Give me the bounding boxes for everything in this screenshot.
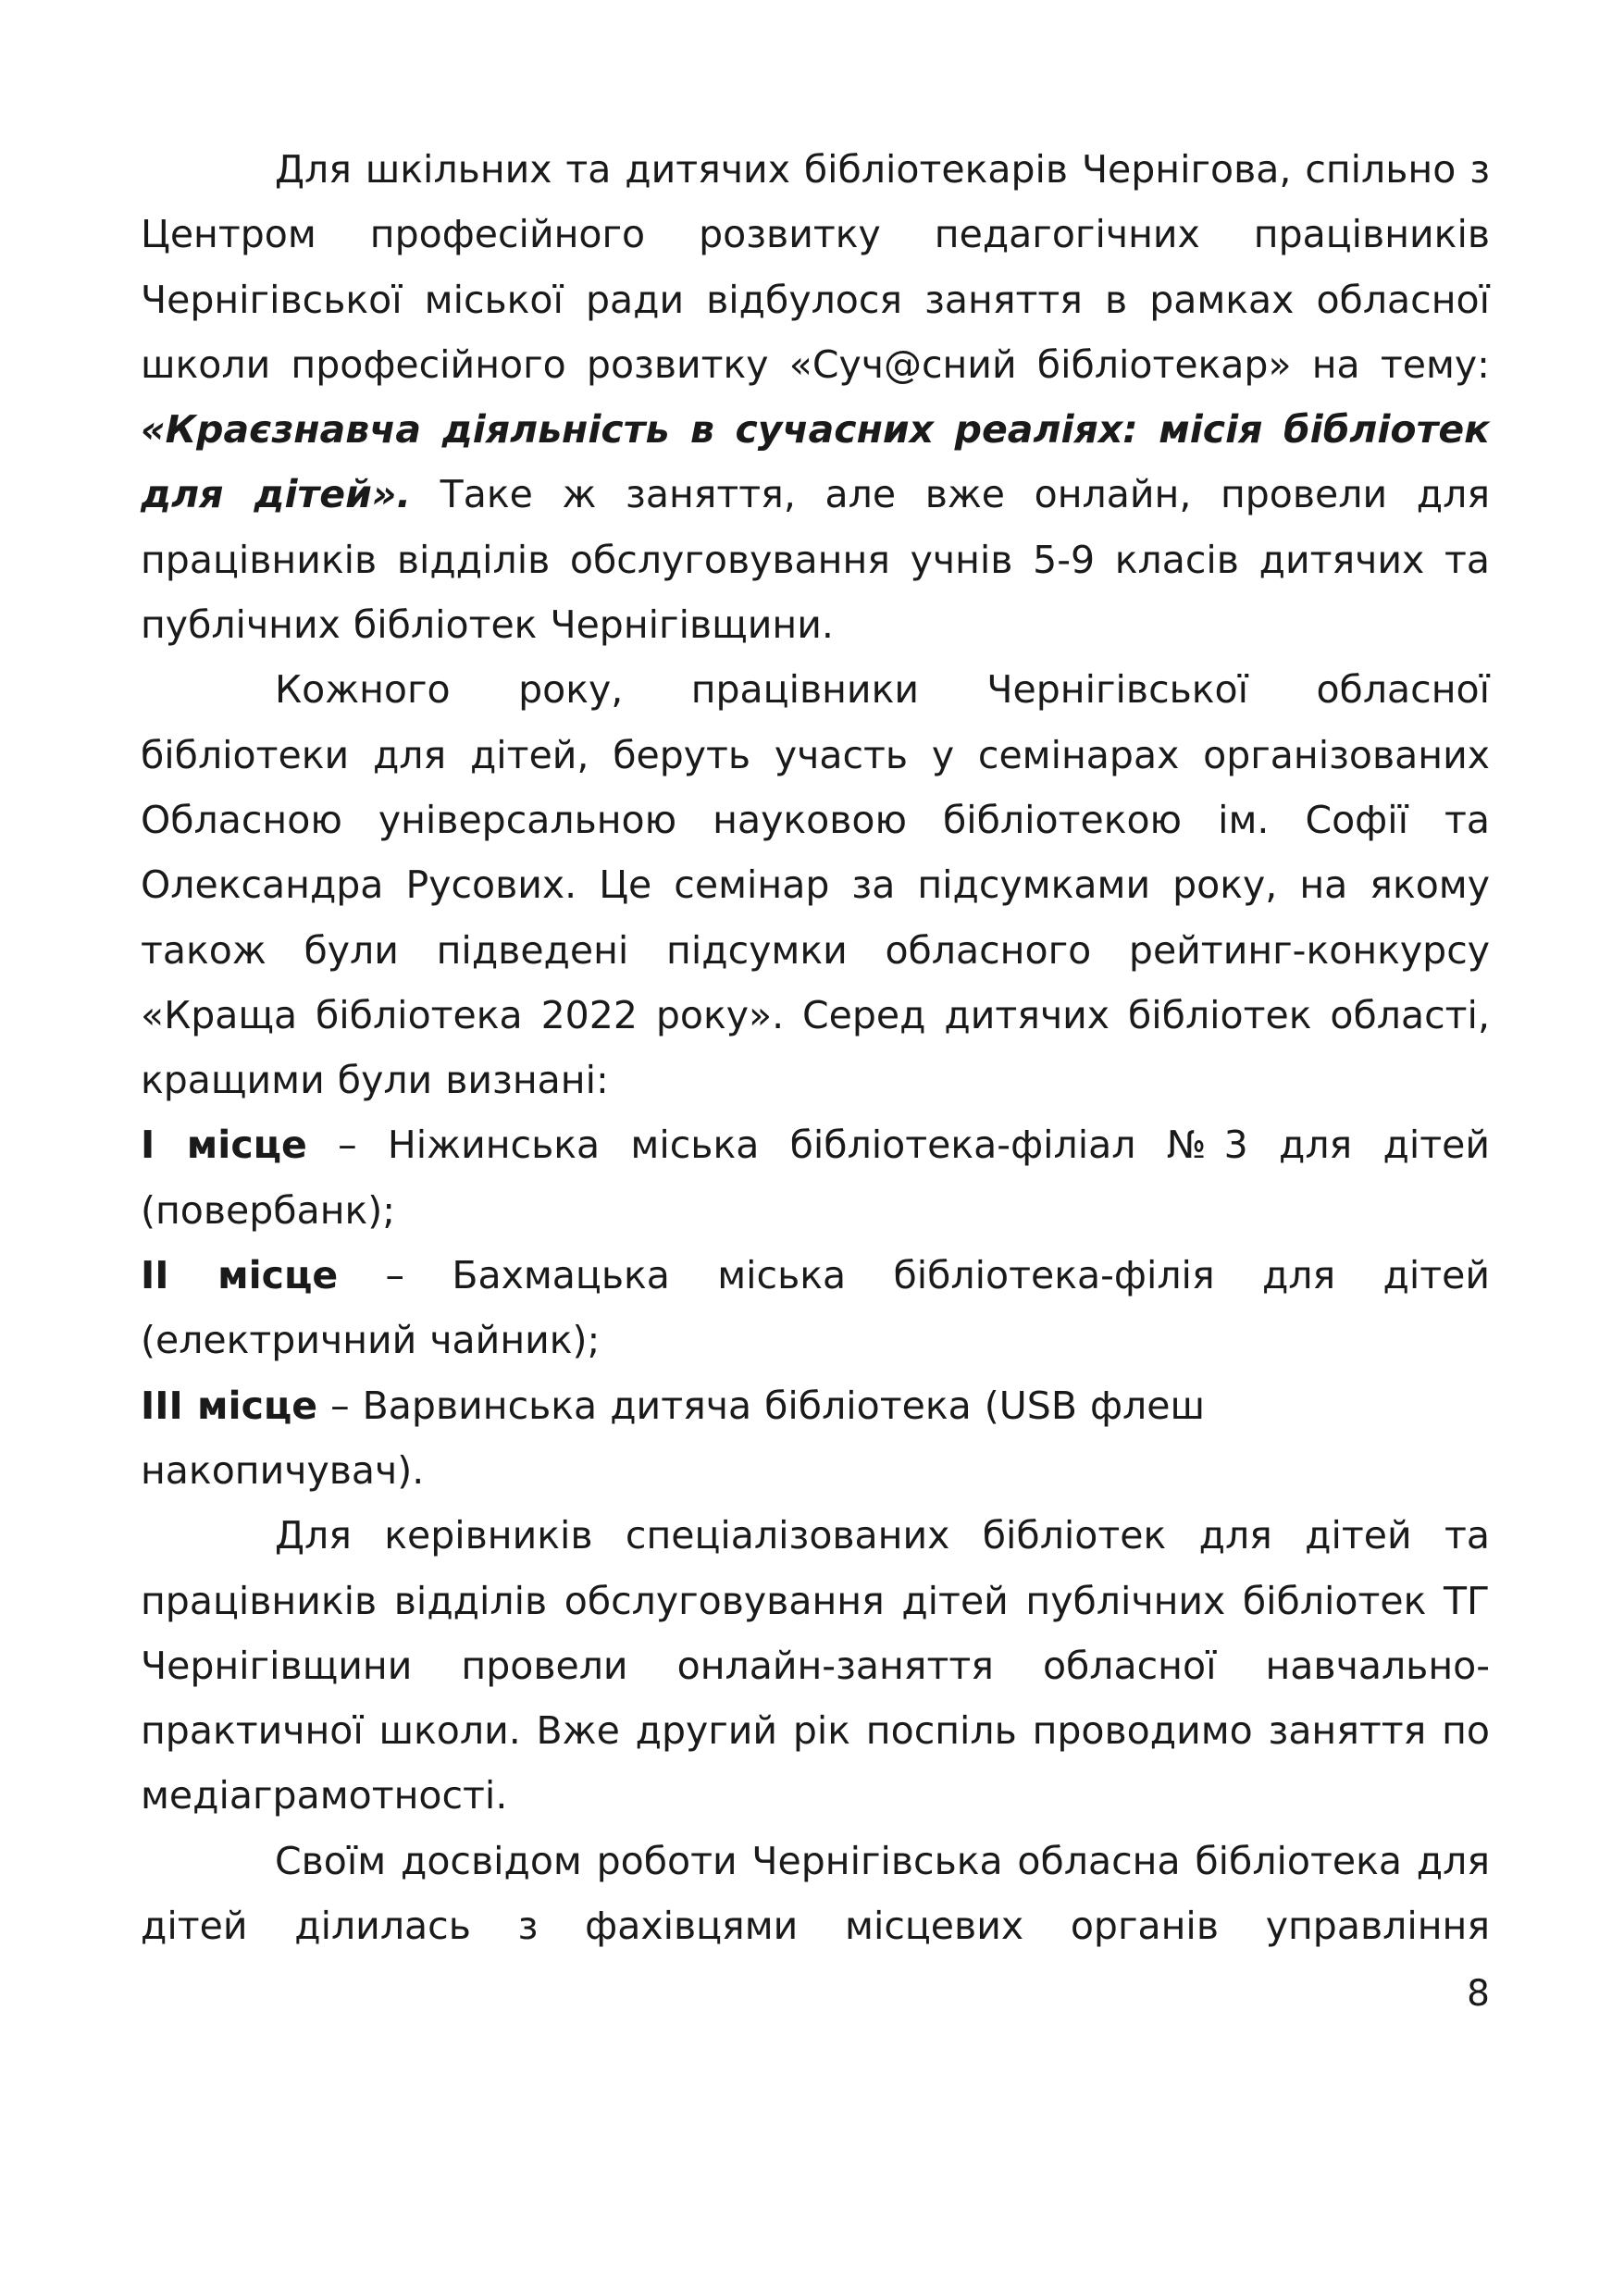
- paragraph-1-topic-title: «Краєзнавча діяльність в сучасних реаліях: місія бібліотек для дітей».: [141, 407, 1490, 517]
- place-3-text: – Варвинська дитяча бібліотека (USB флеш накопичувач).: [141, 1383, 1205, 1493]
- paragraph-1: [141, 137, 1490, 657]
- paragraph-4: Своїм досвідом роботи Чернігівська обласна бібліотека для дітей ділилась з фахівцями місцевих органів управління: [141, 1838, 1490, 1949]
- place-3-label: ІІІ місце: [141, 1383, 318, 1428]
- place-2-label: ІІ місце: [141, 1253, 339, 1298]
- paragraph-1-intro: Для шкільних та дитячих бібліотекарів Чернігова, спільно з Центром професійного розвитку педагогічних працівників Чернігівської міської ради відбулося заняття в рамках обласної школи професійного розвитку «Суч@сний бібліотекар» на тему:: [141, 147, 1490, 387]
- place-1-label: І місце: [141, 1123, 307, 1168]
- place-1-text: – Ніжинська міська бібліотека-філіал №3 для дітей (повербанк);: [141, 1123, 1490, 1233]
- page-number: 8: [1467, 1973, 1490, 2015]
- place-3-line: [141, 1373, 1490, 1504]
- paragraph-1-outro: Таке ж заняття, але вже онлайн, провели для працівників відділів обслуговування учнів 5-9 класів дитячих та публічних бібліотек Чернігівщини.: [141, 472, 1490, 648]
- place-2-line: [141, 1243, 1490, 1373]
- document-page: [141, 137, 1490, 1958]
- paragraph-3: Для керівників спеціалізованих бібліотек для дітей та працівників відділів обслуговування дітей публічних бібліотек ТГ Чернігівщини провели онлайн-заняття обласної навчально-практичної школи. Вже другий рік поспіль проводимо заняття по медіаграмотності.: [141, 1513, 1490, 1818]
- place-1-line: [141, 1112, 1490, 1243]
- place-2-text: – Бахмацька міська бібліотека-філія для дітей (електричний чайник);: [141, 1253, 1490, 1363]
- paragraph-2: Кожного року, працівники Чернігівської обласної бібліотеки для дітей, беруть участь у семінарах організованих Обласною універсальною науковою бібліотекою ім. Софії та Олександра Русових. Це семінар за підсумками року, на якому також були підведені підсумки обласного рейтинг-конкурсу «Краща бібліотека 2022 року». Серед дитячих бібліотек області, кращими були визнані:: [141, 667, 1490, 1103]
